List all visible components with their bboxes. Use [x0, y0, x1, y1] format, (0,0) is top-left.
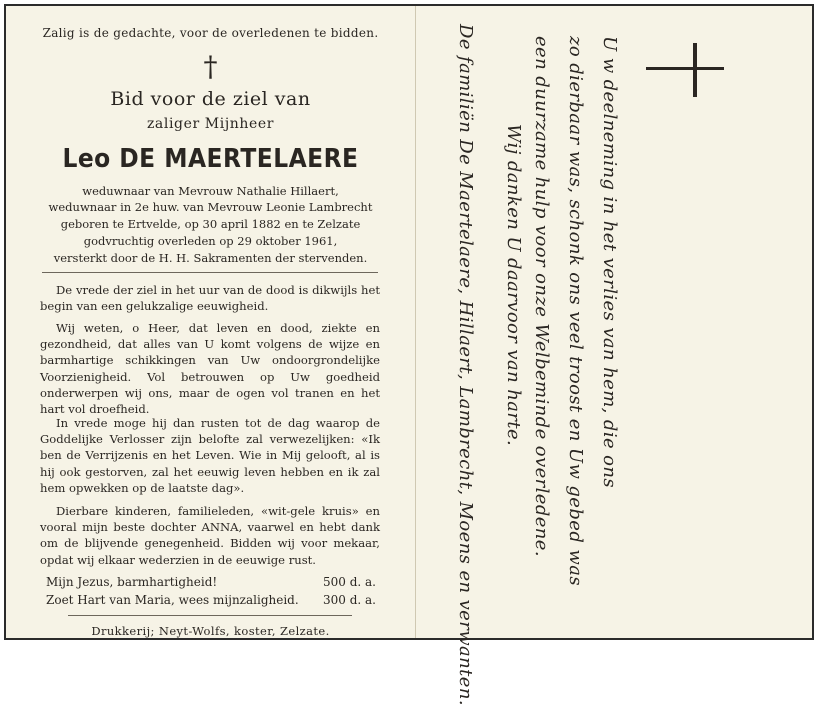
indulgence-row — [46, 593, 376, 607]
info-line: weduwnaar van Mevrouw Nathalie Hillaert, — [82, 184, 339, 198]
title-line: zaliger Mijnheer — [146, 116, 275, 132]
family-signature: De familiën De Maertelaere, Hillaert, Lambrecht, Moens en verwanten. — [455, 24, 476, 706]
small-cross-icon: † — [203, 50, 218, 83]
indulgence-days: 300 d. a. — [323, 593, 376, 607]
divider — [68, 615, 352, 616]
left-panel — [6, 6, 415, 638]
fold-line — [415, 6, 416, 638]
indulgence-text: Mijn Jezus, barmhartigheid! — [46, 575, 218, 589]
info-line: weduwnaar in 2e huw. van Mevrouw Leonie Lambrecht — [48, 200, 373, 214]
thanks-line: U w deelneming in het verlies van hem, die ons — [599, 36, 620, 489]
thanks-line: zo dierbaar was, schonk ons veel troost en Uw gebed was — [565, 36, 586, 586]
prayer-heading: Bid voor de ziel van — [110, 88, 311, 110]
indulgence-row — [46, 575, 376, 589]
deceased-name: Leo DE MAERTELAERE — [62, 144, 359, 174]
paragraph: In vrede moge hij dan rusten tot de dag waarop de Goddelijke Verlosser zijn belofte zal verwezelijken: «Ik ben de Verrijzenis en het Leven. Wie in Mij gelooft, al is hij ook gestorven, zal het eeuwig leven hebben en ik zal hem opwekken op de laatste dag». — [40, 416, 380, 495]
indulgence-days: 500 d. a. — [323, 575, 376, 589]
memorial-card — [4, 4, 814, 706]
large-cross-icon — [646, 43, 724, 97]
info-line: godvruchtig overleden op 29 oktober 1961, — [83, 234, 338, 248]
indulgence-text: Zoet Hart van Maria, wees mijnzaligheid. — [46, 593, 299, 607]
divider — [42, 272, 378, 273]
info-line: geboren te Ertvelde, op 30 april 1882 en te Zelzate — [60, 217, 361, 231]
thanks-line: een duurzame hulp voor onze Welbeminde overledene. — [531, 36, 552, 557]
paragraph: Wij weten, o Heer, dat leven en dood, ziekte en gezondheid, dat alles van U komt volgens de wijze en barmhartige schikkingen van Uw ondoorgrondelijke Voorzienigheid. Vol betrouwen op Uw goedheid onderwerpen wij ons, maar de ogen vol tranen en het hart vol droefheid. — [40, 321, 380, 417]
header-text: Zalig is de gedachte, voor de overledenen te bidden. — [42, 26, 379, 40]
paragraph: De vrede der ziel in het uur van de dood is dikwijls het begin van een gelukzalige eeuwigheid. — [40, 283, 380, 314]
paragraph: Dierbare kinderen, familieleden, «wit-gele kruis» en vooral mijn beste dochter ANNA, vaarwel en hebt dank om de blijvende genegenheid. Bidden wij voor mekaar, opdat wij elkaar wederzien in de eeuwige rust. — [40, 504, 380, 567]
printer-credit: Drukkerij; Neyt-Wolfs, koster, Zelzate. — [91, 624, 330, 638]
info-line: versterkt door de H. H. Sakramenten der stervenden. — [53, 251, 368, 265]
thanks-line: Wij danken U daarvoor van harte. — [503, 124, 524, 447]
